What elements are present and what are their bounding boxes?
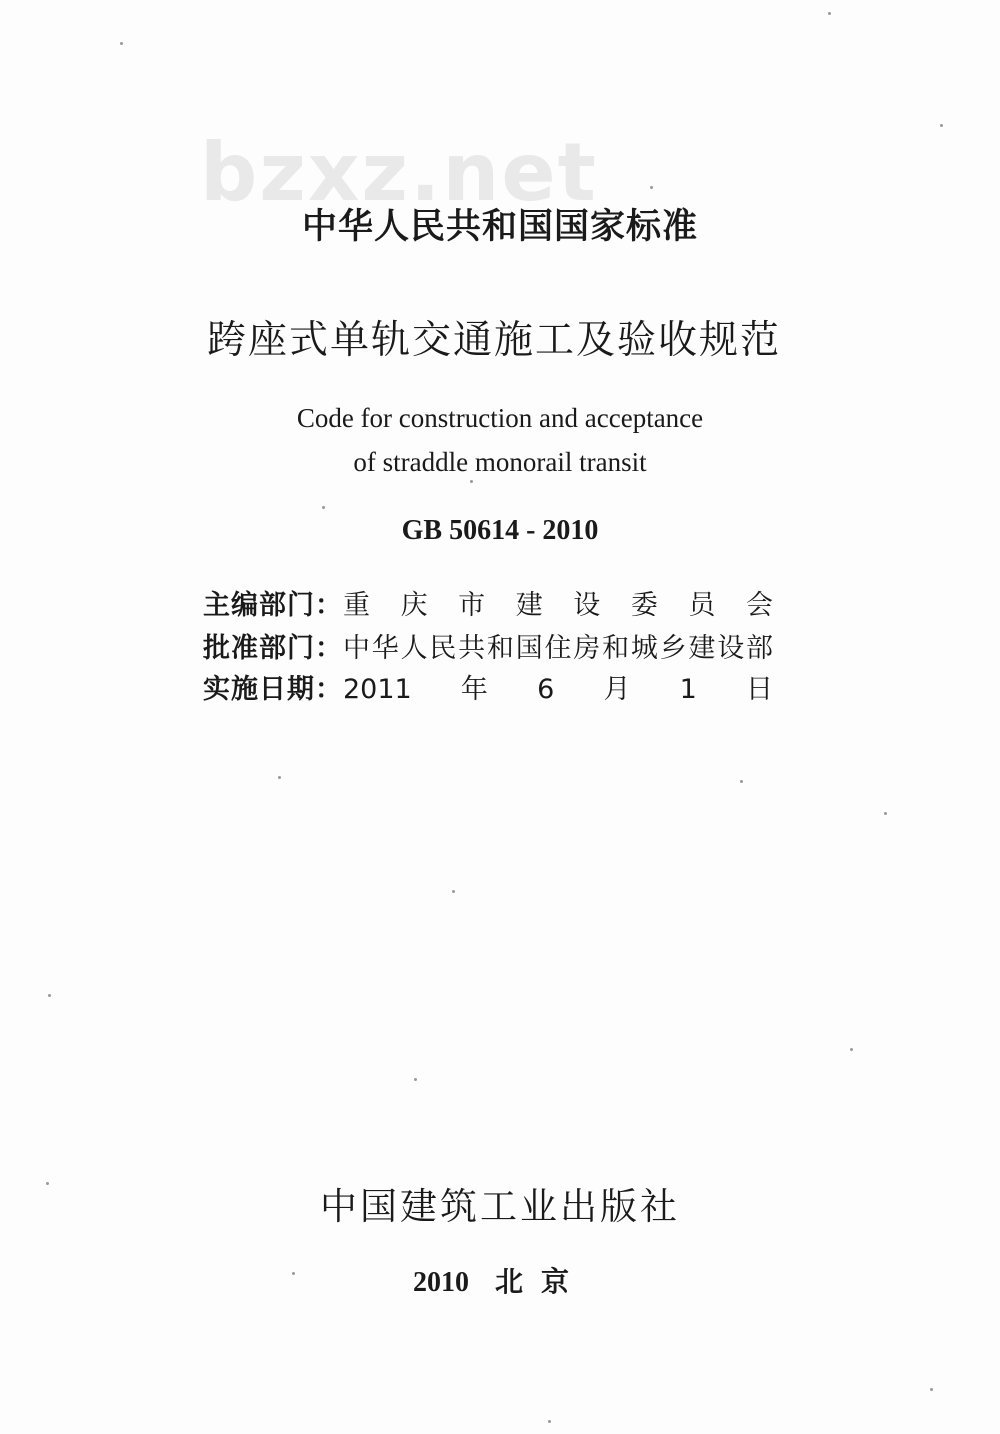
publication-info (0, 1262, 1000, 1303)
scan-speck (46, 1182, 49, 1185)
scan-speck (740, 780, 743, 783)
scan-speck (414, 1078, 417, 1081)
approver-value: 中华人民共和国住房和城乡建设部 (343, 633, 773, 664)
scan-speck (850, 1048, 853, 1051)
standard-header: 中华人民共和国国家标准 (301, 207, 698, 247)
scan-speck (828, 12, 831, 15)
scan-speck (278, 776, 281, 779)
editor-row (203, 586, 783, 626)
date-label: 实施日期： (203, 674, 343, 705)
publication-city: 北京 (494, 1265, 587, 1298)
date-value: 2011年6月1日 (343, 674, 773, 705)
standard-number: GB 50614 - 2010 (401, 515, 599, 546)
date-row (203, 670, 783, 710)
approver-row (203, 629, 783, 669)
editor-label: 主编部门： (203, 590, 343, 621)
scan-speck (48, 994, 51, 997)
watermark: bzxz.net (200, 126, 598, 219)
scan-speck (120, 42, 123, 45)
scan-speck (470, 480, 473, 483)
approver-label: 批准部门： (203, 633, 343, 664)
scan-speck (292, 1272, 295, 1275)
scan-speck (650, 186, 653, 189)
scan-speck (884, 812, 887, 815)
publisher: 中国建筑工业出版社 (320, 1185, 680, 1228)
title-chinese: 跨座式单轨交通施工及验收规范 (206, 318, 781, 363)
title-english-line-1: Code for construction and acceptance (296, 403, 704, 433)
scan-speck (548, 1420, 551, 1423)
scan-speck (930, 1388, 933, 1391)
scan-speck (940, 124, 943, 127)
scan-speck (322, 506, 325, 509)
editor-value: 重庆市建设委员会 (343, 590, 773, 621)
publication-year: 2010 (412, 1267, 469, 1298)
scan-speck (452, 890, 455, 893)
title-english-line-2: of straddle monorail transit (353, 447, 647, 477)
